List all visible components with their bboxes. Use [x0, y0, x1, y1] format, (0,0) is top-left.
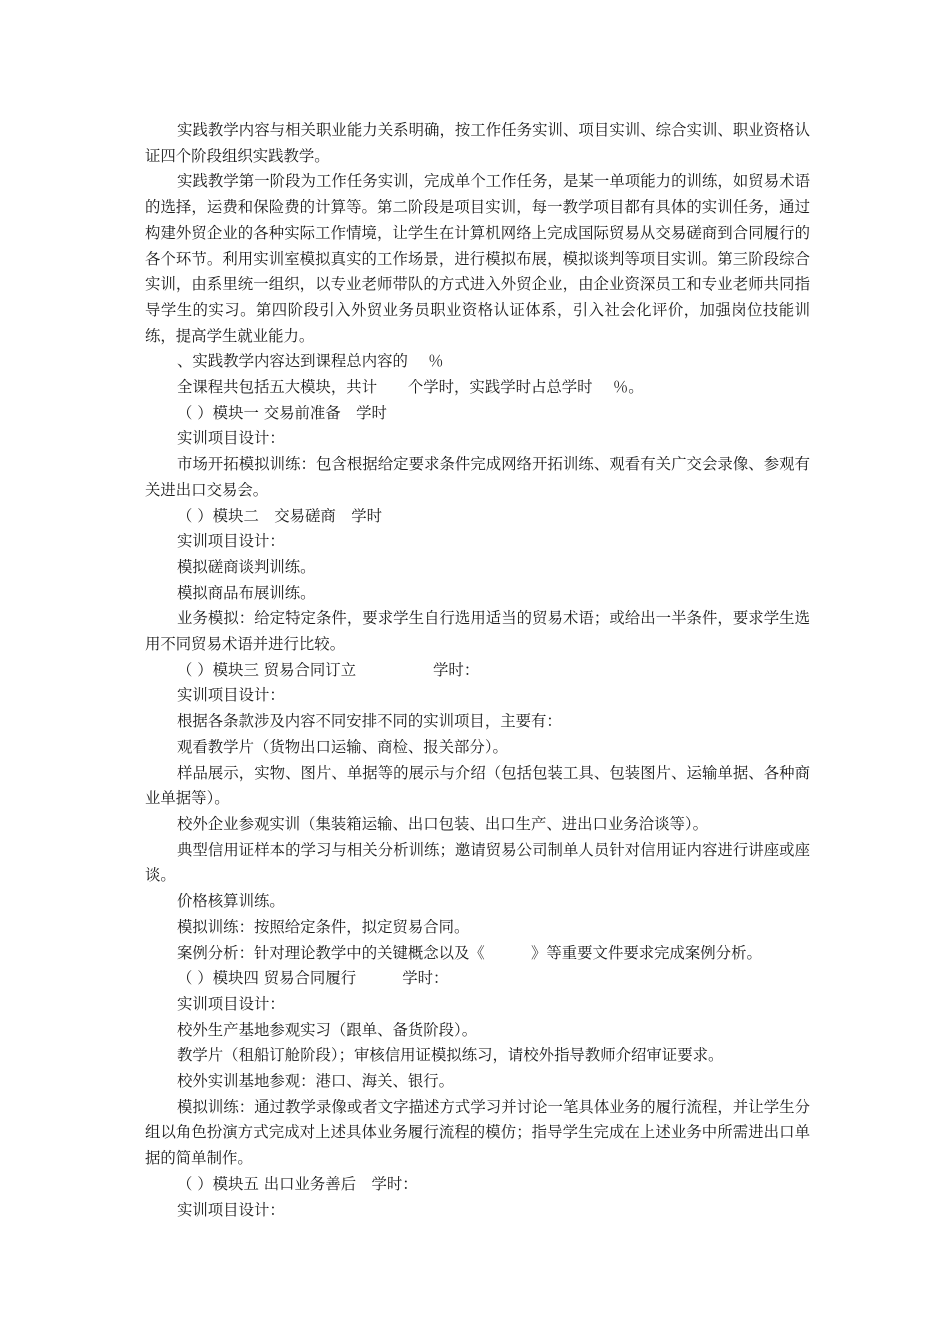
heading-module-2: （ ）模块二 交易磋商 学时 [177, 506, 382, 525]
heading-practice-ratio: 、实践教学内容达到课程总内容的 ％ [177, 352, 444, 371]
list-item: 样品展示，实物、图片、单据等的展示与介绍（包括包装工具、包装图片、运输单据、各种商业单据等）。 [145, 763, 810, 808]
list-item: 价格核算训练。 [177, 892, 285, 911]
list-item: 案例分析：针对理论教学中的关键概念以及《 》等重要文件要求完成案例分析。 [177, 943, 762, 962]
list-item: 根据各条款涉及内容不同安排不同的实训项目，主要有： [177, 712, 562, 731]
label-training-design: 实训项目设计： [177, 1200, 285, 1219]
heading-module-4: （ ）模块四 贸易合同履行 学时： [177, 969, 449, 988]
label-training-design: 实训项目设计： [177, 429, 285, 448]
list-item: 模拟商品布展训练。 [177, 583, 316, 602]
paragraph-market-training: 市场开拓模拟训练：包含根据给定要求条件完成网络开拓训练、观看有关广交会录像、参观有关进出口交易会。 [145, 455, 810, 499]
list-item: 模拟磋商谈判训练。 [177, 557, 316, 576]
paragraph-business-simulation: 业务模拟：给定特定条件，要求学生自行选用适当的贸易术语；或给出一半条件，要求学生选用不同贸易术语并进行比较。 [145, 609, 810, 654]
heading-module-1: （ ）模块一 交易前准备 学时 [177, 403, 387, 422]
list-item: 观看教学片（货物出口运输、商检、报关部分）。 [177, 737, 508, 756]
list-item: 校外实训基地参观：港口、海关、银行。 [177, 1072, 455, 1091]
list-item: 教学片（租船订舱阶段）；审核信用证模拟练习，请校外指导教师介绍审证要求。 [177, 1046, 724, 1065]
label-training-design: 实训项目设计： [177, 994, 285, 1013]
label-training-design: 实训项目设计： [177, 532, 285, 551]
paragraph-course-hours: 全课程共包括五大模块，共计 个学时，实践学时占总学时 ％。 [177, 378, 644, 397]
list-item: 模拟训练：通过教学录像或者文字描述方式学习并讨论一笔具体业务的履行流程，并让学生分组以角色扮演方式完成对上述具体业务履行流程的模仿；指导学生完成在上述业务中所需进出口单据的简单制作。 [145, 1097, 810, 1168]
paragraph-practice-overview: 实践教学内容与相关职业能力关系明确，按工作任务实训、项目实训、综合实训、职业资格认证四个阶段组织实践教学。 [145, 121, 810, 165]
document-body [145, 118, 810, 1223]
label-training-design: 实训项目设计： [177, 686, 285, 705]
list-item: 典型信用证样本的学习与相关分析训练；邀请贸易公司制单人员针对信用证内容进行讲座或座谈。 [145, 840, 810, 885]
heading-module-3: （ ）模块三 贸易合同订立 学时： [177, 660, 480, 679]
paragraph-practice-stages: 实践教学第一阶段为工作任务实训，完成单个工作任务，是某一单项能力的训练，如贸易术语的选择，运费和保险费的计算等。第二阶段是项目实训，每一教学项目都有具体的实训任务，通过构建外贸企业的各种实际工作情境，让学生在计算机网络上完成国际贸易从交易磋商到合同履行的各个环节。利用实训室模拟真实的工作场景，进行模拟布展，模拟谈判等项目实训。第三阶段综合实训，由系里统一组织，以专业老师带队的方式进入外贸企业，由企业资深员工和专业老师共同指导学生的实习。第四阶段引入外贸业务员职业资格认证体系，引入社会化评价，加强岗位技能训练，提高学生就业能力。 [145, 172, 810, 345]
list-item: 校外企业参观实训（集装箱运输、出口包装、出口生产、进出口业务洽谈等）。 [177, 814, 708, 833]
list-item: 校外生产基地参观实习（跟单、备货阶段）。 [177, 1020, 478, 1039]
list-item: 模拟训练：按照给定条件，拟定贸易合同。 [177, 917, 470, 936]
heading-module-5: （ ）模块五 出口业务善后 学时： [177, 1174, 418, 1193]
